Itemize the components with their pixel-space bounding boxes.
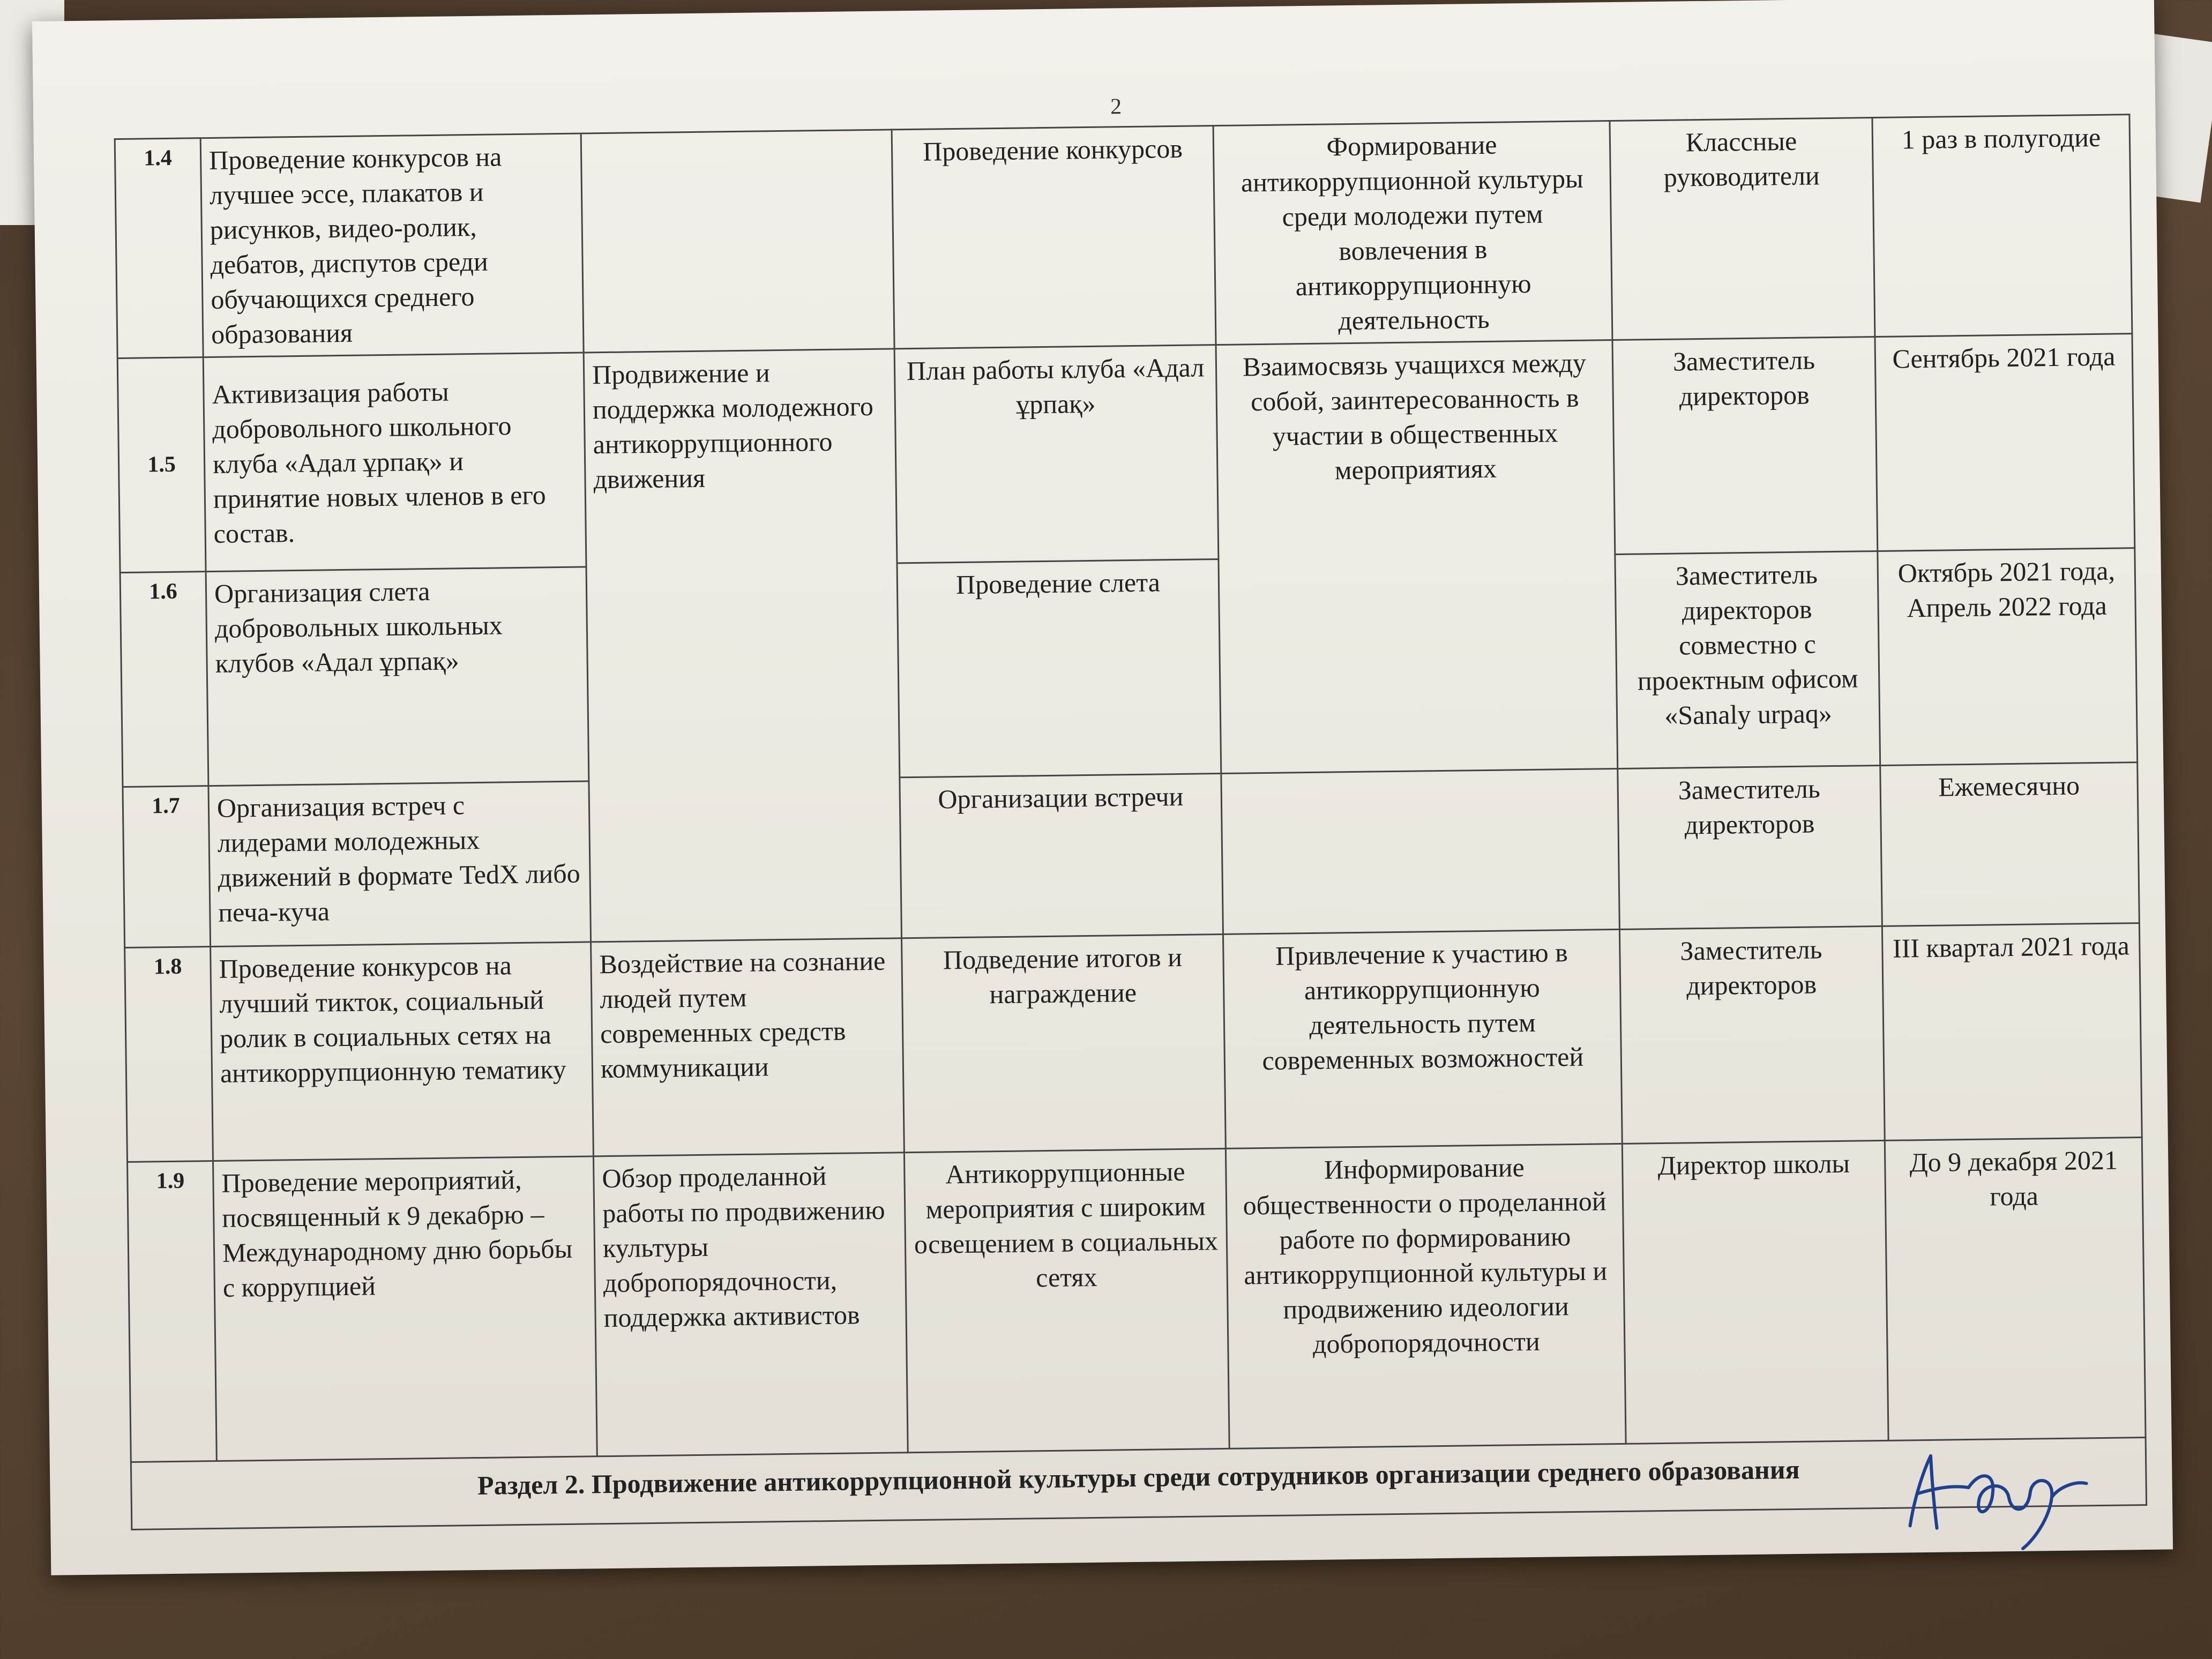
responsible-cell: Заместитель директоров xyxy=(1618,765,1882,929)
form-cell: План работы клуба «Адал ұрпақ» xyxy=(894,345,1219,563)
event-cell: Проведение мероприятий, посвященный к 9 декабрю – Международному дню борьбы с коррупцией xyxy=(213,1156,597,1461)
row-number: 1.9 xyxy=(128,1161,217,1462)
table-row xyxy=(117,334,2135,573)
event-cell: Организация слета добровольных школьных клубов «Адал ұрпақ» xyxy=(206,567,589,786)
responsible-cell: Классные руководители xyxy=(1610,118,1875,340)
deadline-cell: Сентябрь 2021 года xyxy=(1875,334,2135,551)
row-number: 1.6 xyxy=(120,572,208,787)
form-cell: Проведение конкурсов xyxy=(892,126,1216,349)
result-cell: Информирование общественности о проделанной работе по формированию антикоррупционной культуры и продвижению идеологии добропорядочности xyxy=(1225,1144,1626,1448)
form-cell: Проведение слета xyxy=(897,559,1221,778)
deadline-cell: 1 раз в полугодие xyxy=(1872,115,2132,337)
table-row xyxy=(115,115,2132,358)
direction-cell: Воздействие на сознание людей путем современных средств коммуникации xyxy=(591,938,905,1156)
deadline-cell: III квартал 2021 года xyxy=(1882,923,2142,1141)
page-number: 2 xyxy=(1110,94,1122,119)
table-row xyxy=(123,763,2139,948)
row-number: 1.8 xyxy=(125,947,213,1162)
responsible-cell: Директор школы xyxy=(1622,1140,1888,1444)
result-cell xyxy=(1221,768,1620,934)
table-row xyxy=(120,548,2138,787)
direction-cell: Обзор проделанной работы по продвижению культуры добропорядочности, поддержка активистов xyxy=(593,1153,908,1456)
event-cell: Проведение конкурсов на лучший тикток, социальный ролик в социальных сетях на антикоррупционную тематику xyxy=(211,942,594,1161)
deadline-cell: Октябрь 2021 года, Апрель 2022 года xyxy=(1878,548,2138,766)
table-row xyxy=(128,1138,2146,1462)
form-cell: Организации встречи xyxy=(900,773,1223,938)
form-cell: Подведение итогов и награждение xyxy=(902,934,1226,1152)
section-2-title: Раздел 2. Продвижение антикоррупционной культуры среди сотрудников организации среднего образования xyxy=(131,1438,2146,1530)
direction-cell xyxy=(581,130,894,353)
responsible-cell: Заместитель директоров совместно с проектным офисом «Sanaly urpaq» xyxy=(1615,551,1880,769)
row-number: 1.7 xyxy=(123,786,211,948)
result-cell-merged: Взаимосвязь учащихся между собой, заинтересованность в участии в общественных мероприятиях xyxy=(1216,340,1618,774)
event-cell: Проведение конкурсов на лучшее эссе, плакатов и рисунков, видео-ролик, дебатов, диспутов среди обучающихся среднего образования xyxy=(200,133,584,357)
direction-cell-merged: Продвижение и поддержка молодежного антикоррупционного движения xyxy=(584,349,901,942)
table-row xyxy=(125,923,2142,1162)
plan-table xyxy=(114,114,2147,1530)
result-cell: Привлечение к участию в антикоррупционную деятельность путем современных возможностей xyxy=(1223,929,1622,1148)
deadline-cell: Ежемесячно xyxy=(1880,763,2140,926)
deadline-cell: До 9 декабря 2021 года xyxy=(1885,1138,2146,1441)
handwritten-signature xyxy=(1893,1432,2098,1553)
result-cell: Формирование антикоррупционной культуры среди молодежи путем вовлечения в антикоррупционную деятельность xyxy=(1213,121,1612,345)
event-cell: Организация встреч с лидерами молодежных движений в формате TedX либо печа-куча xyxy=(208,781,591,947)
document-page xyxy=(32,0,2173,1575)
event-cell: Активизация работы добровольного школьного клуба «Адал ұрпақ» и принятие новых членов в его состав. xyxy=(203,353,586,572)
row-number: 1.4 xyxy=(115,138,203,358)
responsible-cell: Заместитель директоров xyxy=(1612,337,1878,555)
row-number: 1.5 xyxy=(117,357,206,573)
form-cell: Антикоррупционные мероприятия с широким освещением в социальных сетях xyxy=(904,1148,1229,1452)
responsible-cell: Заместитель директоров xyxy=(1619,926,1885,1144)
